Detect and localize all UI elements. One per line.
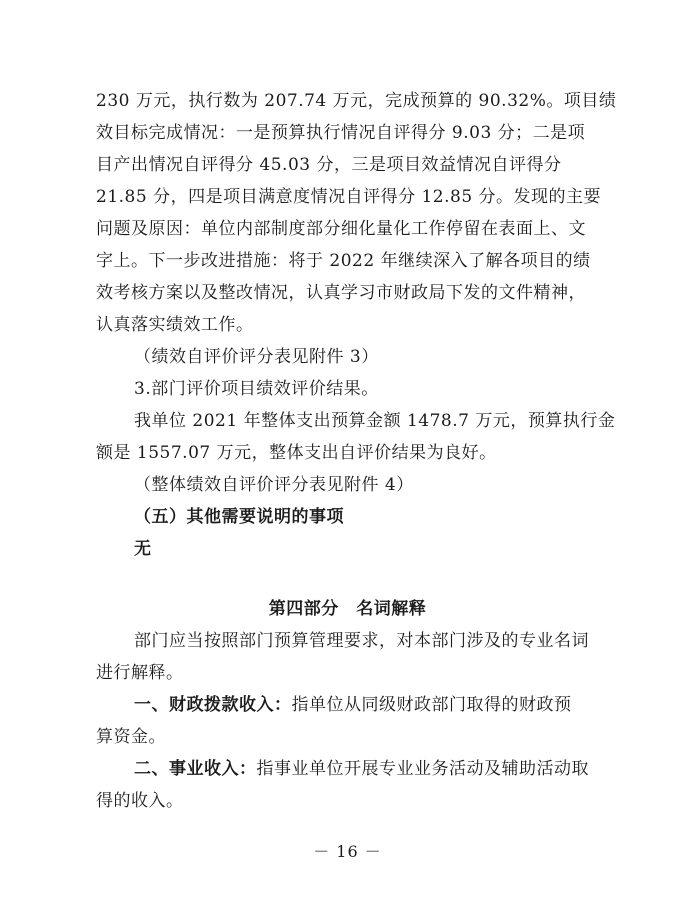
term2-text: 指事业单位开展专业业务活动及辅助活动取 <box>256 759 589 779</box>
term1-text: 指单位从同级财政部门取得的财政预 <box>291 695 572 715</box>
term2-label: 二、事业收入： <box>134 759 257 779</box>
attachment3-note: （绩效自评价评分表见附件 3） <box>134 347 379 367</box>
paragraph1-line: 21.85 分，四是项目满意度情况自评得分 12.85 分。发现的主要 <box>96 187 602 207</box>
part4-intro-line: 部门应当按照部门预算管理要求，对本部门涉及的专业名词 <box>134 631 589 651</box>
part4-intro-line: 进行解释。 <box>96 663 184 683</box>
term1-line <box>134 693 572 717</box>
part4-heading: 第四部分 名词解释 <box>268 599 427 619</box>
paragraph1-line: 效考核方案以及整改情况，认真学习市财政局下发的文件精神， <box>96 283 586 303</box>
paragraph2-line: 我单位 2021 年整体支出预算金额 1478.7 万元，预算执行金 <box>134 411 616 431</box>
other-matters-heading: （五）其他需要说明的事项 <box>134 507 344 527</box>
term2-line: 得的收入。 <box>96 791 184 811</box>
attachment4-note: （整体绩效自评价评分表见附件 4） <box>134 475 414 495</box>
paragraph1-line: 230 万元，执行数为 207.74 万元，完成预算的 90.32%。项目绩 <box>96 91 617 111</box>
page-number: － 16 － <box>313 842 382 861</box>
term2-line <box>134 757 589 781</box>
paragraph1-line: 问题及原因：单位内部制度部分细化量化工作停留在表面上、文 <box>96 219 586 239</box>
term1-line: 算资金。 <box>96 727 166 747</box>
paragraph1-line: 目产出情况自评得分 45.03 分，三是项目效益情况自评得分 <box>96 155 562 175</box>
paragraph1-line: 字上。下一步改进措施：将于 2022 年继续深入了解各项目的绩 <box>96 251 591 271</box>
paragraph2-line: 额是 1557.07 万元，整体支出自评价结果为良好。 <box>96 443 497 463</box>
paragraph1-line: 认真落实绩效工作。 <box>96 315 254 335</box>
other-matters-value: 无 <box>134 539 152 559</box>
term1-label: 一、财政拨款收入： <box>134 695 292 715</box>
section3-title: 3.部门评价项目绩效评价结果。 <box>134 379 379 399</box>
paragraph1-line: 效目标完成情况：一是预算执行情况自评得分 9.03 分；二是项 <box>96 123 586 143</box>
